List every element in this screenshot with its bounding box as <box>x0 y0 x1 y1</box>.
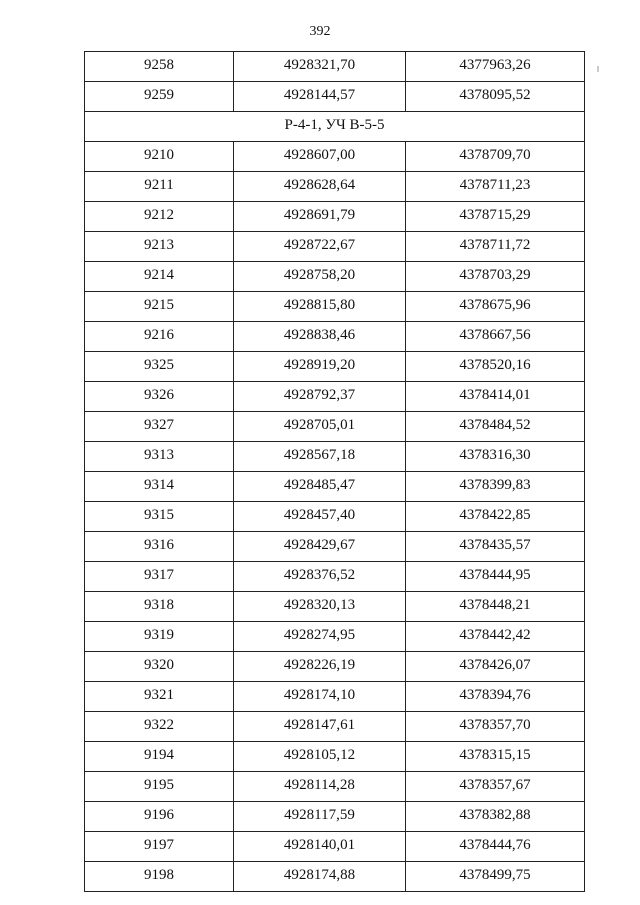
table-row <box>85 832 585 862</box>
coordinates-table <box>84 51 585 892</box>
point-number-cell: 9210 <box>85 142 234 172</box>
y-coordinate-cell: 4378095,52 <box>406 82 585 112</box>
table-row <box>85 82 585 112</box>
point-number-cell: 9321 <box>85 682 234 712</box>
point-number-cell: 9317 <box>85 562 234 592</box>
y-coordinate-cell: 4378315,15 <box>406 742 585 772</box>
table-row <box>85 712 585 742</box>
y-coordinate-cell: 4378711,23 <box>406 172 585 202</box>
table-row <box>85 232 585 262</box>
table-row <box>85 502 585 532</box>
point-number-cell: 9212 <box>85 202 234 232</box>
y-coordinate-cell: 4378711,72 <box>406 232 585 262</box>
table-row <box>85 202 585 232</box>
point-number-cell: 9316 <box>85 532 234 562</box>
point-number-cell: 9327 <box>85 412 234 442</box>
x-coordinate-cell: 4928174,88 <box>234 862 406 892</box>
y-coordinate-cell: 4378435,57 <box>406 532 585 562</box>
x-coordinate-cell: 4928758,20 <box>234 262 406 292</box>
table-row <box>85 442 585 472</box>
y-coordinate-cell: 4378422,85 <box>406 502 585 532</box>
table-row <box>85 172 585 202</box>
x-coordinate-cell: 4928815,80 <box>234 292 406 322</box>
x-coordinate-cell: 4928321,70 <box>234 52 406 82</box>
point-number-cell: 9322 <box>85 712 234 742</box>
x-coordinate-cell: 4928485,47 <box>234 472 406 502</box>
y-coordinate-cell: 4378703,29 <box>406 262 585 292</box>
x-coordinate-cell: 4928105,12 <box>234 742 406 772</box>
table-row <box>85 772 585 802</box>
y-coordinate-cell: 4378442,42 <box>406 622 585 652</box>
point-number-cell: 9326 <box>85 382 234 412</box>
x-coordinate-cell: 4928607,00 <box>234 142 406 172</box>
y-coordinate-cell: 4378444,76 <box>406 832 585 862</box>
table-row <box>85 382 585 412</box>
y-coordinate-cell: 4378399,83 <box>406 472 585 502</box>
point-number-cell: 9194 <box>85 742 234 772</box>
y-coordinate-cell: 4378414,01 <box>406 382 585 412</box>
y-coordinate-cell: 4378709,70 <box>406 142 585 172</box>
point-number-cell: 9198 <box>85 862 234 892</box>
y-coordinate-cell: 4378667,56 <box>406 322 585 352</box>
table-row <box>85 562 585 592</box>
x-coordinate-cell: 4928429,67 <box>234 532 406 562</box>
table-row <box>85 352 585 382</box>
table-row <box>85 292 585 322</box>
point-number-cell: 9216 <box>85 322 234 352</box>
table-row <box>85 592 585 622</box>
point-number-cell: 9313 <box>85 442 234 472</box>
x-coordinate-cell: 4928705,01 <box>234 412 406 442</box>
table-row <box>85 652 585 682</box>
point-number-cell: 9314 <box>85 472 234 502</box>
table-row <box>85 262 585 292</box>
y-coordinate-cell: 4377963,26 <box>406 52 585 82</box>
point-number-cell: 9325 <box>85 352 234 382</box>
scan-mark <box>597 66 599 72</box>
y-coordinate-cell: 4378520,16 <box>406 352 585 382</box>
x-coordinate-cell: 4928274,95 <box>234 622 406 652</box>
x-coordinate-cell: 4928320,13 <box>234 592 406 622</box>
coordinates-table-container <box>84 51 584 892</box>
section-title: Р-4-1, УЧ В-5-5 <box>85 112 585 142</box>
point-number-cell: 9215 <box>85 292 234 322</box>
table-row <box>85 472 585 502</box>
x-coordinate-cell: 4928722,67 <box>234 232 406 262</box>
y-coordinate-cell: 4378484,52 <box>406 412 585 442</box>
x-coordinate-cell: 4928838,46 <box>234 322 406 352</box>
x-coordinate-cell: 4928691,79 <box>234 202 406 232</box>
x-coordinate-cell: 4928792,37 <box>234 382 406 412</box>
table-row <box>85 862 585 892</box>
x-coordinate-cell: 4928226,19 <box>234 652 406 682</box>
point-number-cell: 9196 <box>85 802 234 832</box>
point-number-cell: 9259 <box>85 82 234 112</box>
table-row <box>85 532 585 562</box>
table-row <box>85 622 585 652</box>
point-number-cell: 9319 <box>85 622 234 652</box>
y-coordinate-cell: 4378715,29 <box>406 202 585 232</box>
x-coordinate-cell: 4928117,59 <box>234 802 406 832</box>
point-number-cell: 9195 <box>85 772 234 802</box>
x-coordinate-cell: 4928376,52 <box>234 562 406 592</box>
point-number-cell: 9315 <box>85 502 234 532</box>
point-number-cell: 9318 <box>85 592 234 622</box>
x-coordinate-cell: 4928628,64 <box>234 172 406 202</box>
y-coordinate-cell: 4378394,76 <box>406 682 585 712</box>
table-row <box>85 322 585 352</box>
y-coordinate-cell: 4378382,88 <box>406 802 585 832</box>
table-row <box>85 52 585 82</box>
x-coordinate-cell: 4928144,57 <box>234 82 406 112</box>
x-coordinate-cell: 4928174,10 <box>234 682 406 712</box>
point-number-cell: 9213 <box>85 232 234 262</box>
y-coordinate-cell: 4378675,96 <box>406 292 585 322</box>
table-row <box>85 682 585 712</box>
x-coordinate-cell: 4928140,01 <box>234 832 406 862</box>
table-row <box>85 142 585 172</box>
x-coordinate-cell: 4928919,20 <box>234 352 406 382</box>
x-coordinate-cell: 4928114,28 <box>234 772 406 802</box>
point-number-cell: 9211 <box>85 172 234 202</box>
y-coordinate-cell: 4378316,30 <box>406 442 585 472</box>
section-row <box>85 112 585 142</box>
point-number-cell: 9320 <box>85 652 234 682</box>
coordinates-table-body <box>85 52 585 892</box>
x-coordinate-cell: 4928147,61 <box>234 712 406 742</box>
y-coordinate-cell: 4378357,70 <box>406 712 585 742</box>
y-coordinate-cell: 4378448,21 <box>406 592 585 622</box>
y-coordinate-cell: 4378357,67 <box>406 772 585 802</box>
table-row <box>85 742 585 772</box>
table-row <box>85 412 585 442</box>
point-number-cell: 9214 <box>85 262 234 292</box>
x-coordinate-cell: 4928567,18 <box>234 442 406 472</box>
page-number: 392 <box>309 24 331 39</box>
x-coordinate-cell: 4928457,40 <box>234 502 406 532</box>
y-coordinate-cell: 4378426,07 <box>406 652 585 682</box>
table-row <box>85 802 585 832</box>
y-coordinate-cell: 4378444,95 <box>406 562 585 592</box>
point-number-cell: 9197 <box>85 832 234 862</box>
y-coordinate-cell: 4378499,75 <box>406 862 585 892</box>
point-number-cell: 9258 <box>85 52 234 82</box>
